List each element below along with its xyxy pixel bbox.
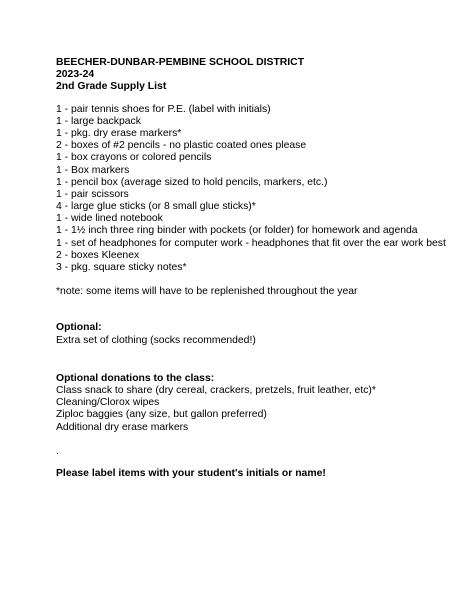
label-reminder: Please label items with your student's initials or name! — [56, 467, 326, 479]
district-name: BEECHER-DUNBAR-PEMBINE SCHOOL DISTRICT — [56, 57, 305, 68]
supply-item: 1 - pair scissors — [56, 188, 129, 200]
supply-item: 1 - set of headphones for computer work - headphones that fit over the ear work best — [56, 237, 446, 249]
supply-item: 1 - 1½ inch three ring binder with pockets (or folder) for homework and agenda — [56, 225, 418, 237]
supply-item: 1 - pair tennis shoes for P.E. (label with initials) — [56, 103, 271, 115]
school-year: 2023-24 — [56, 69, 95, 81]
donation-item: Ziploc baggies (any size, but gallon preferred) — [56, 409, 267, 421]
supply-item: 1 - Box markers — [56, 164, 130, 176]
optional-heading: Optional: — [56, 322, 102, 334]
stray-period: . — [56, 445, 59, 457]
supply-item: 1 - pencil box (average sized to hold pencils, markers, etc.) — [56, 176, 328, 188]
supply-item: 1 - pkg. dry erase markers* — [56, 127, 182, 139]
supply-item: 1 - large backpack — [56, 115, 141, 127]
supply-item: 1 - wide lined notebook — [56, 213, 163, 225]
replenish-note: *note: some items will have to be replenished throughout the year — [56, 286, 358, 298]
supply-item: 3 - pkg. square sticky notes* — [56, 262, 187, 273]
supply-item: 2 - boxes of #2 pencils - no plastic coated ones please — [56, 140, 307, 152]
document-content — [56, 57, 456, 480]
donation-item: Cleaning/Clorox wipes — [56, 397, 160, 409]
supply-item: 4 - large glue sticks (or 8 small glue sticks)* — [56, 201, 256, 213]
donation-item: Class snack to share (dry cereal, crackers, pretzels, fruit leather, etc)* — [56, 384, 376, 396]
optional-item: Extra set of clothing (socks recommended!) — [56, 334, 256, 346]
donations-heading: Optional donations to the class: — [56, 372, 215, 384]
supply-item: 1 - box crayons or colored pencils — [56, 152, 212, 164]
donation-item: Additional dry erase markers — [56, 421, 189, 433]
supply-item: 2 - boxes Kleenex — [56, 249, 140, 261]
list-title: 2nd Grade Supply List — [56, 81, 167, 93]
supply-list — [56, 104, 456, 275]
